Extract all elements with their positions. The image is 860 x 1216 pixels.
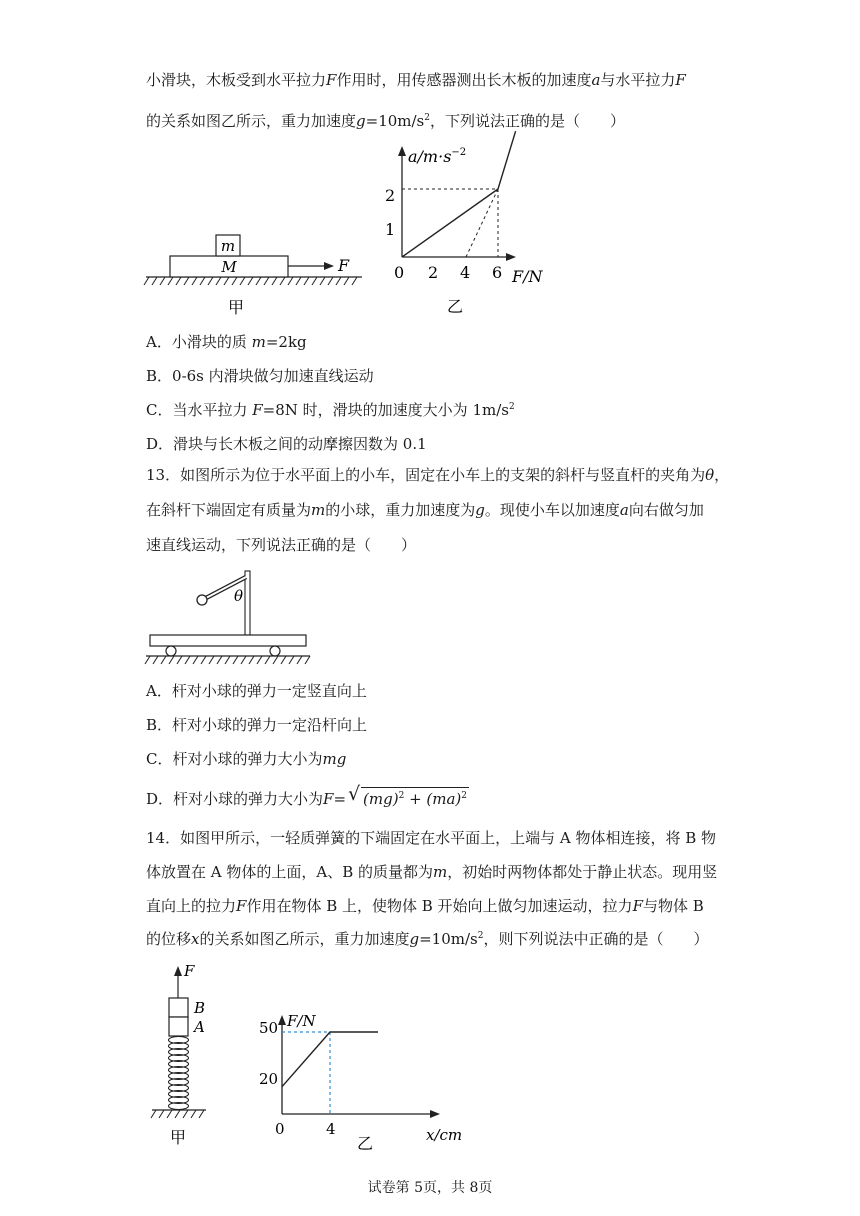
wheel-right [270, 646, 280, 656]
svg-text:4: 4 [326, 1120, 336, 1138]
ball [197, 595, 207, 605]
svg-text:甲: 甲 [169, 1128, 187, 1147]
svg-text:F: F [338, 256, 350, 275]
q14-stem-line-3: 直向上的拉力F作用在物体 B 上，使物体 B 开始向上做匀加速运动，拉力F与物体 B [146, 897, 704, 915]
spring [169, 1037, 189, 1110]
q14-stem-line-1: 14．如图甲所示，一轻质弹簧的下端固定在水平面上，上端与 A 物体相连接，将 B 物 [146, 829, 717, 847]
segment-low-slope [402, 189, 498, 257]
svg-text:x/cm: x/cm [426, 1126, 463, 1144]
cart-body [150, 635, 306, 646]
svg-text:F/N: F/N [512, 267, 543, 286]
q12-option-a[interactable]: A．小滑块的质 m=2kg [146, 333, 307, 351]
segment-high-slope [498, 131, 516, 189]
svg-text:6: 6 [492, 263, 503, 282]
block-A [169, 1017, 188, 1036]
svg-text:F/N: F/N [287, 1012, 316, 1030]
sqrt-expression: √ (mg)$^2$ + (ma)$^2$ [348, 783, 468, 808]
q13-stem-line-1: 13．如图所示为位于水平面上的小车，固定在小车上的支架的斜杆与竖直杆的夹角为θ， [146, 466, 730, 484]
svg-text:甲: 甲 [227, 298, 245, 317]
q14-stem-line-4: 的位移x的关系如图乙所示，重力加速度$g=10m/s^2$，则下列说法中正确的是（ ） [146, 930, 709, 948]
vertical-rod [245, 571, 250, 635]
q13-option-b[interactable]: B．杆对小球的弹力一定沿杆向上 [146, 716, 368, 734]
svg-text:4: 4 [460, 263, 471, 282]
svg-text:M: M [221, 258, 237, 276]
block-B [169, 998, 188, 1017]
q13-stem-line-2: 在斜杆下端固定有质量为m的小球，重力加速度为g。现使小车以加速度a向右做匀加 [146, 501, 704, 519]
svg-text:2: 2 [428, 263, 439, 282]
q12-stem-line-2: 的关系如图乙所示，重力加速度$g=10m/s^2$，下列说法正确的是（ ） [146, 112, 626, 130]
q14-stem-line-2: 体放置在 A 物体的上面，A、B 的质量都为m，初始时两物体都处于静止状态。现用竖 [146, 863, 718, 881]
svg-text:乙: 乙 [446, 297, 464, 316]
q12-figure-yi [380, 142, 560, 317]
q13-option-a[interactable]: A．杆对小球的弹力一定竖直向上 [146, 682, 367, 700]
wheel-left [166, 646, 176, 656]
q13-stem-line-3: 速直线运动，下列说法正确的是（ ） [146, 536, 417, 554]
svg-text:0: 0 [275, 1120, 285, 1138]
q12-option-d[interactable]: D．滑块与长木板之间的动摩擦因数为 0.1 [146, 435, 427, 453]
svg-text:50: 50 [259, 1019, 279, 1037]
svg-text:a/m·s−2: $a/m\cdot s^{-2}$ [408, 147, 467, 166]
page-footer: 试卷第 5页，共 8页 [367, 1180, 493, 1196]
svg-text:A: A [194, 1018, 205, 1036]
q14-figure-jia [142, 960, 222, 1155]
q13-option-d[interactable]: D．杆对小球的弹力大小为F= √ (mg)$^2$ + (ma)$^2$ [146, 783, 468, 808]
svg-text:m: m [220, 237, 236, 255]
q12-figure-jia [140, 225, 370, 320]
svg-text:乙: 乙 [356, 1134, 374, 1153]
svg-text:B: B [194, 999, 206, 1017]
q13-figure-cart [140, 565, 320, 670]
q12-option-c[interactable]: C．当水平拉力 F=8N 时，滑块的加速度大小为 $1m/s^2$ [146, 401, 515, 419]
svg-text:1: 1 [385, 220, 396, 239]
svg-text:20: 20 [259, 1070, 279, 1088]
q14-figure-yi [250, 1005, 480, 1155]
svg-text:2: 2 [385, 186, 396, 205]
extension-dashed-line [466, 189, 498, 257]
svg-text:0: 0 [394, 263, 405, 282]
svg-text:F: F [184, 962, 195, 980]
q12-option-b[interactable]: B．0-6s 内滑块做匀加速直线运动 [146, 367, 374, 385]
svg-text:θ: θ [234, 587, 244, 605]
q12-stem-line-1: 小滑块，木板受到水平拉力F作用时，用传感器测出长木板的加速度a与水平拉力F [146, 71, 686, 89]
q13-option-c[interactable]: C．杆对小球的弹力大小为mg [146, 750, 347, 768]
